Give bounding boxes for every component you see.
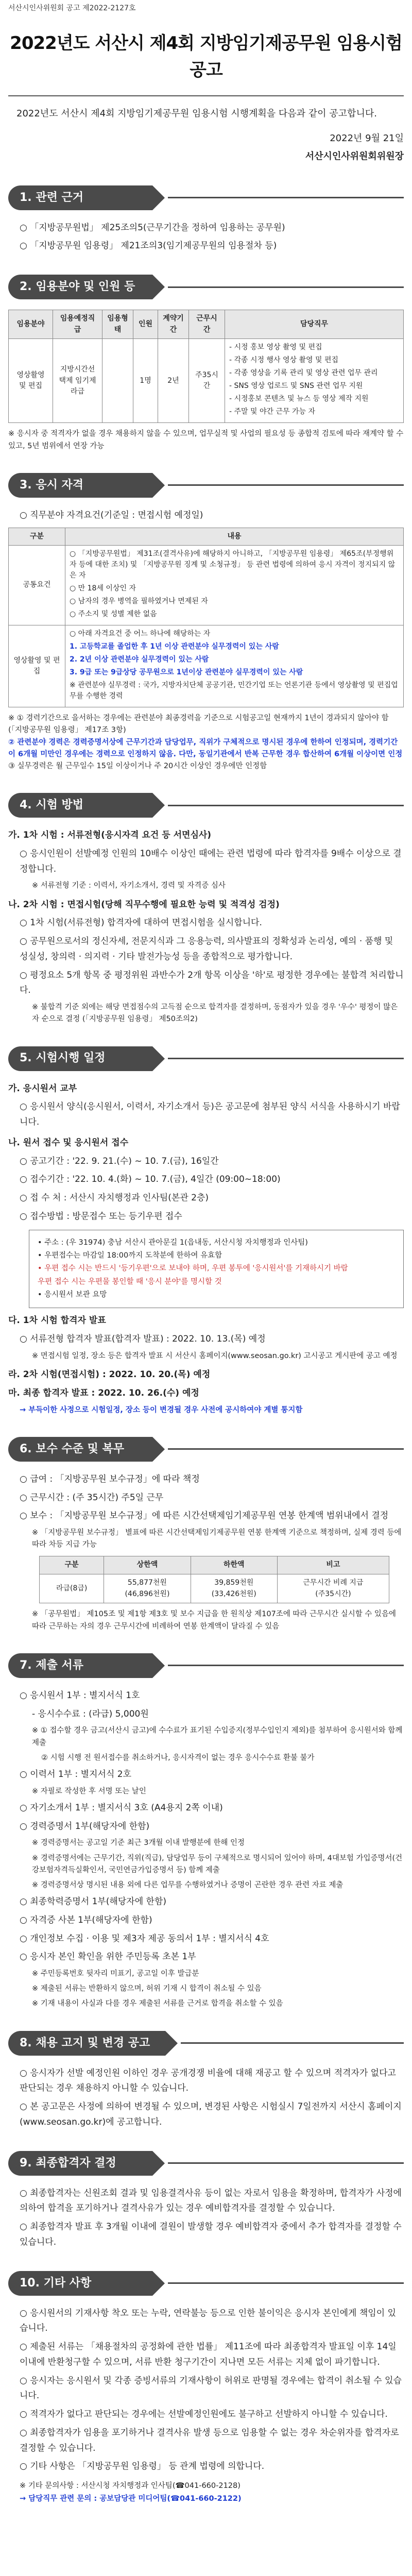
section-change-notice [8, 2031, 404, 2130]
eligibility-note: ※ ① 경력기간으로 을서하는 경우에는 관련분야 최종경력을 기준으로 시험공고일 현재까지 1년이 경과되지 않아야 함 (「지방공무원 임용령」 제17조 3항) [8, 714, 389, 735]
table-header: 근무시간 [189, 310, 225, 339]
doc-note: ※ 자필로 작성한 후 서명 또는 날인 [32, 1787, 146, 1795]
doc-note: ※ 경력증명서에는 근무기간, 직위(직급), 담당업무 등이 구체적으로 명시되어 있어야 하며, 4대보험 가입증명서(건강보험자격득실확인서, 국민연금가입증명서 등) 함께 제출 [32, 1854, 403, 1874]
duty-item: - 주말 및 야간 근무 가능 자 [229, 408, 315, 416]
schedule-line: ○ 공고기간 : '22. 9. 21.(수) ~ 10. 7.(금), 16일간 [20, 1156, 219, 1166]
section-rule [181, 2042, 404, 2044]
misc-line: ○ 최종합격자가 임용을 포기하거나 결격사유 발생 등으로 임용할 수 없는 경우 차순위자를 합격자로 결정할 수 있습니다. [20, 2427, 399, 2453]
requirement-item: 3. 9급 또는 9급상당 공무원으로 1년이상 관련분야 실무경력이 있는 사람 [70, 668, 303, 677]
table-header-row [9, 310, 404, 339]
schedule-warning: → 부득이한 사정으로 시험일정, 장소 등이 변경될 경우 사전에 공시하여야 계별 통지함 [20, 1405, 303, 1414]
table-header: 임용형태 [102, 310, 133, 339]
cell-rank: 라급(8급) [40, 1574, 104, 1603]
section-final-pass [8, 2151, 404, 2250]
section-title: 1. 관련 근거 [8, 185, 152, 210]
section-positions [8, 275, 404, 452]
cell-hours: 주35시간 [189, 339, 225, 423]
change-line: ○ 본 공고문은 사정에 의하여 변경될 수 있으며, 변경된 사항은 시험실시 7일전까지 서산시 홈페이지(www.seosan.go.kr)에 공고합니다. [20, 2102, 402, 2127]
exam-line: ○ 공무원으로서의 정신자세, 전문지식과 그 응용능력, 의사발표의 정확성과 논리성, 예의 · 품행 및 성실성, 창의력 · 의지력 · 기타 발전가능성 등을 종합적으로 평가합니다. [20, 936, 393, 962]
duty-item: - 각종 시정 행사 영상 촬영 및 편집 [229, 356, 339, 365]
contact-line: → 담당직무 관련 문의 : 공보담당관 미디어팀(☎041-660-2122) [20, 2494, 242, 2503]
contact-line: ※ 기타 문의사항 : 서산시청 자치행정과 인사팀(☎041-660-2128) [20, 2482, 241, 2490]
cell-remark: 근무시간 비례 지급 (주35시간) [277, 1574, 389, 1603]
pay-line: ○ 근무시간 : (주 35시간) 주5일 근무 [20, 1492, 164, 1503]
eligibility-note: ③ 실무경력은 월 근무일수 15일 이상이거나 주 20시간 이상인 경우에만 인정함 [8, 762, 267, 770]
section-rule [168, 484, 404, 486]
table-header: 인원 [133, 310, 158, 339]
doc-note: ② 시험 시행 전 원서접수를 취소하거나, 응시자격이 없는 경우 응시수수료 환불 불가 [41, 1753, 315, 1762]
requirement-item: 2. 2년 이상 관련분야 실무경력이 있는 사람 [70, 655, 209, 664]
section-title: 4. 시험 방법 [8, 793, 152, 818]
pay-note: ※ 「지방공무원 보수규정」 별표에 따른 시간선택제임기제공무원 연봉 한계액 기준으로 책정하며, 실제 경력 등에 따라 차등 지급 가능 [32, 1529, 402, 1549]
section-title: 8. 채용 고지 및 변경 공고 [8, 2031, 165, 2056]
section-header [8, 1653, 404, 1678]
cell-lower: 39,859천원 (33,426천원) [191, 1574, 277, 1603]
requirement-item: ○ 남자의 경우 병역을 필하였거나 면제된 자 [70, 597, 208, 606]
section-rule [168, 2162, 404, 2164]
section-legal-basis [8, 185, 404, 255]
duty-item: - 각종 영상을 기록 관리 및 영상 관련 업무 관리 [229, 369, 378, 378]
section-header [8, 2031, 404, 2056]
table-header: 비고 [277, 1556, 389, 1574]
exam-line: ○ 평정요소 5개 항목 중 평정위원 과반수가 2개 항목 이상을 '하'로 평정한 경우에는 불합격 처리합니다. [20, 970, 404, 996]
schedule-line: ○ 서류전형 합격자 발표(합격자 발표) : 2022. 10. 13.(목) 예정 [20, 1334, 266, 1345]
misc-line: ○ 응시원서의 기재사항 착오 또는 누락, 연락불능 등으로 인한 불이익은 응시자 본인에게 책임이 있습니다. [20, 2308, 396, 2334]
schedule-line: ○ 응시원서 양식(응시원서, 이력서, 자기소개서 등)은 공고문에 첨부된 양식 서식을 사용하시기 바랍니다. [20, 1101, 400, 1127]
final-line: ○ 최종합격자 발표 후 3개월 이내에 결원이 발생할 경우 예비합격자 중에서 추가 합격자를 결정할 수 있습니다. [20, 2222, 402, 2247]
cell-count: 1명 [133, 339, 158, 423]
section-title: 2. 임용분야 및 인원 등 [8, 275, 152, 299]
mail-info-line: • 주소 : (우 31974) 충남 서산시 관아문길 1(읍내동, 서산시청 자치행정과 인사팀) [38, 1238, 308, 1247]
section-pay [8, 1437, 404, 1633]
table-header: 계약기간 [158, 310, 189, 339]
exam-line: ○ 1차 시험(서류전형) 합격자에 대하여 면접시험을 실시합니다. [20, 918, 262, 928]
pay-note: ※ 「공무원법」 제105조 및 제1항 제3호 및 보수 지급을 한 원칙상 제107조에 따라 근무시간 실시할 수 있음에 따라 근무하는 자의 경우 근무시간에 비례하여 연봉 한계액이 달라질 수 있음 [32, 1610, 396, 1631]
doc-note: ※ 기재 내용이 사실과 다를 경우 제출된 서류를 근거로 합격을 취소할 수 있음 [32, 1999, 283, 2008]
doc-line: ○ 최종학력증명서 1부(해당자에 한함) [20, 1896, 167, 1907]
cell-rank: 지방시간선택제 임기제 라급 [53, 339, 102, 423]
doc-note: ※ 제출된 서류는 반환하지 않으며, 허위 기재 시 합격이 취소될 수 있음 [32, 1985, 262, 1993]
section-header [8, 793, 404, 818]
duty-item: - 시정 홍보 영상 촬영 및 편집 [229, 343, 322, 352]
exam-line: ○ 응시인원이 선발예정 인원의 10배수 이상인 때에는 관련 법령에 따라 합격자를 9배수 이상으로 결정합니다. [20, 848, 402, 874]
cell-period: 2년 [158, 339, 189, 423]
section-rule [168, 286, 404, 288]
section-rule [168, 805, 404, 806]
schedule-line: ○ 접수방법 : 방문접수 또는 등기우편 접수 [20, 1211, 182, 1222]
doc-note: ※ 경력증명서상 명시된 내용 외에 다른 업무를 수행하였거나 증명이 곤란한 경우 관련 자료 제출 [32, 1880, 344, 1889]
pay-line: ○ 급여 : 「지방공무원 보수규정」에 따라 책정 [20, 1473, 200, 1484]
cell-items [65, 625, 404, 707]
mail-info-box [29, 1230, 404, 1309]
schedule-heading: 나. 원서 접수 및 응시원서 접수 [8, 1137, 129, 1148]
doc-note: ※ 주민등록번호 뒷자리 미표기, 공고일 이후 발급분 [32, 1970, 199, 1978]
misc-line: ○ 응시자는 응시원서 및 각종 증빙서류의 기재사항이 허위로 판명될 경우에는 합격이 취소될 수 있습니다. [20, 2375, 402, 2401]
eligibility-table [8, 528, 404, 708]
section-title: 3. 응시 자격 [8, 473, 152, 498]
doc-line: ○ 응시자 본인 확인을 위한 주민등록 초본 1부 [20, 1952, 196, 1962]
exam-note: ※ 불합격 기준 외에는 해당 면접점수의 고득점 순으로 합격자를 결정하며, 동점자가 있을 경우 '우수' 평정이 많은 자 순으로 결정 (「지방공무원 임용령」 제50조의2) [32, 1003, 398, 1024]
mail-info-line: • 응시원서 보관 요망 [38, 1291, 107, 1299]
table-header-row [40, 1556, 389, 1574]
requirement-item: ○ 「지방공무원법」 제31조(결격사유)에 해당하지 아니하고, 「지방공무원 임용령」 제65조(부정행위자 등에 대한 조치) 및 「지방공무원 징계 및 소청규정」 등 관련 법령에 의하여 응시 자격이 정지되지 않은 자 [70, 550, 396, 580]
positions-note: ※ 응시자 중 적격자가 없을 경우 채용하지 않을 수 있으며, 업무실적 및 사업의 필요성 등 종합적 검토에 따라 재계약 할 수 있고, 5년 범위에서 연장 가능 [8, 430, 404, 450]
doc-note: ※ ① 접수할 경우 금고(서산시 금고)에 수수료가 표기된 수입증지(정부수입인지 제외)를 첨부하여 응시원서와 함께 제출 [32, 1726, 403, 1747]
table-header: 임용분야 [9, 310, 53, 339]
doc-line: ○ 개인정보 수집 · 이용 및 제3자 제공 동의서 1부 : 별지서식 4호 [20, 1933, 269, 1944]
pay-line: ○ 보수 : 「지방공무원 보수규정」에 따른 시간선택제임기제공무원 연봉 한계액 범위내에서 결정 [20, 1511, 389, 1521]
doc-line: ○ 경력증명서 1부(해당자에 한함) [20, 1821, 150, 1832]
section-header [8, 473, 404, 498]
legal-basis-line: ○ 「지방공무원 임용령」 제21조의3(임기제공무원의 임용절차 등) [20, 241, 277, 251]
eligibility-head: ○ 직무분야 자격요건(기준일 : 면접시험 예정일) [20, 510, 203, 520]
section-title: 6. 보수 수준 및 복무 [8, 1437, 152, 1462]
notice-org: 서산시인사위원회위원장 [305, 151, 404, 162]
table-header: 내용 [65, 528, 404, 546]
doc-line: ○ 자격증 사본 1부(해당자에 한함) [20, 1914, 152, 1925]
cell-type [102, 339, 133, 423]
section-header [8, 275, 404, 299]
eligibility-note: ② 관련분야 경력은 경력증명서상에 근무기간과 담당업무, 직위가 구체적으로 명시된 경우에 한하여 인정되며, 경력기간이 6개월 미만인 경우에는 경력으로 인정하지 않음. 다만, 동일기관에서 반복 근무한 경우 합산하여 6개월 이상이면 인정 [8, 738, 403, 758]
schedule-heading: 가. 응시원서 교부 [8, 1083, 77, 1094]
requirement-item: ○ 만 18세 이상인 자 [70, 584, 136, 593]
table-row [9, 625, 404, 707]
notice-number: 서산시인사위원회 공고 제2022-2127호 [8, 4, 136, 12]
requirement-item: 1. 고등학교를 졸업한 후 1년 이상 관련분야 실무경력이 있는 사람 [70, 642, 279, 651]
cell-upper: 55,877천원 (46,896천원) [104, 1574, 191, 1603]
schedule-line: ○ 접수기간 : '22. 10. 4.(화) ~ 10. 7.(금), 4일간 (09:00~18:00) [20, 1174, 281, 1185]
cell-duties [225, 339, 404, 423]
section-title: 5. 시험시행 일정 [8, 1046, 152, 1071]
section-rule [168, 2282, 404, 2284]
table-row [40, 1574, 389, 1603]
doc-note: ※ 경력증명서는 공고일 기준 최근 3개월 이내 발행분에 한해 인정 [32, 1839, 245, 1848]
section-header [8, 1437, 404, 1462]
mail-info-line: • 우편접수는 마감일 18:00까지 도착분에 한하여 유효함 [38, 1251, 222, 1260]
duty-item: - 시정홍보 콘텐츠 및 뉴스 등 영상 제작 지원 [229, 395, 369, 403]
cell-label: 공통요건 [9, 546, 65, 625]
section-header [8, 185, 404, 210]
mail-info-red: 우편 접수 시는 우편물 봉인할 때 '응시 분야'를 명시할 것 [38, 1277, 222, 1286]
misc-line: ○ 제출된 서류는 「채용절차의 공정화에 관한 법률」 제11조에 따라 최종합격자 발표일 이후 14일 이내에 반환청구할 수 있으며, 서류 반환 청구기간이 지나면 모든 서류는 지체 없이 파기합니다. [20, 2342, 397, 2367]
section-rule [168, 1448, 404, 1450]
pay-table [39, 1556, 389, 1603]
schedule-line: ○ 접 수 처 : 서산시 자치행정과 인사팀(본관 2층) [20, 1193, 209, 1203]
schedule-heading: 다. 1차 시험 합격자 발표 [8, 1315, 106, 1326]
table-header: 구분 [9, 528, 65, 546]
table-header: 하한액 [191, 1556, 277, 1574]
section-title: 9. 최종합격자 결정 [8, 2151, 152, 2176]
requirement-item: ○ 아래 자격요건 중 어느 하나에 해당하는 자 [70, 630, 211, 638]
table-header: 상한액 [104, 1556, 191, 1574]
cell-field: 영상활영 및 편집 [9, 339, 53, 423]
section-misc [8, 2271, 404, 2505]
table-header-row [9, 528, 404, 546]
table-header: 담당직무 [225, 310, 404, 339]
table-header: 임용예정직급 [53, 310, 102, 339]
intro-text: 2022년도 서산시 제4회 지방임기제공무원 임용시험 시행계획을 다음과 같이 공고합니다. [16, 108, 377, 120]
table-row [9, 546, 404, 625]
misc-line: ○ 기타 사항은 「지방공무원 임용령」 등 관계 법령에 의합니다. [20, 2461, 265, 2472]
doc-line: - 응시수수료 : (라급) 5,000원 [32, 1708, 149, 1719]
doc-line: ○ 응시원서 1부 : 별지서식 1호 [20, 1690, 140, 1701]
cell-label: 영상활영 및 편집 [9, 625, 65, 707]
doc-line: ○ 이력서 1부 : 별지서식 2호 [20, 1769, 132, 1780]
exam-stage-1: 가. 1차 시험 : 서류전형(응시자격 요건 등 서면심사) [8, 830, 212, 841]
notice-date: 2022년 9월 21일 [330, 132, 404, 144]
doc-line: ○ 자기소개서 1부 : 별지서식 3호 (A4용지 2쪽 이내) [20, 1802, 223, 1813]
section-eligibility [8, 473, 404, 772]
change-line: ○ 응시자가 선발 예정인원 이하인 경우 공개경쟁 비율에 대해 재공고 할 수 있으며 적격자가 없다고 판단되는 경우 채용하지 아니할 수 있습니다. [20, 2067, 396, 2094]
section-title: 10. 기타 사항 [8, 2271, 152, 2296]
section-header [8, 2151, 404, 2176]
schedule-heading: 라. 2차 시험(면접시험) : 2022. 10. 20.(목) 예정 [8, 1369, 211, 1380]
duty-item: - SNS 영상 업로드 및 SNS 관련 업무 지원 [229, 382, 363, 391]
section-schedule [8, 1046, 404, 1416]
mail-info-line: • 우편 접수 시는 반드시 '등기우편'으로 보내야 하며, 우편 봉투에 '응시원서'를 기재하시기 바람 [38, 1264, 348, 1273]
legal-basis-line: ○ 「지방공무원법」 제25조의5(근무기간을 정하여 임용하는 공무원) [20, 222, 285, 233]
document-title: 2022년도 서산시 제4회 지방임기제공무원 임용시험 공고 [8, 14, 404, 96]
schedule-note: ※ 면접시험 일정, 장소 등은 합격자 발표 시 서산시 홈페이지(www.seosan.go.kr) 고시공고 게시판에 공고 예정 [32, 1351, 398, 1360]
cell-items [65, 546, 404, 625]
section-rule [168, 1058, 404, 1059]
table-header: 구분 [40, 1556, 104, 1574]
exam-line: ※ 서류전형 기준 : 이력서, 자기소개서, 경력 및 자격증 심사 [32, 882, 226, 890]
exam-stage-2: 나. 2차 시험 : 면접시험(당해 직무수행에 필요한 능력 및 적격성 검정) [8, 899, 280, 910]
section-rule [168, 197, 404, 198]
section-header [8, 2271, 404, 2296]
section-exam-method [8, 793, 404, 1025]
section-rule [168, 1665, 404, 1666]
schedule-heading: 마. 최종 합격자 발표 : 2022. 10. 26.(수) 예정 [8, 1387, 199, 1398]
section-documents [8, 1653, 404, 2010]
section-header [8, 1046, 404, 1071]
requirement-item: ※ 관련분야 실무경력 : 국가, 지방자치단체 공공기관, 민간기업 또는 언론기관 등에서 영상촬영 및 편집업무를 수행한 경력 [70, 681, 398, 701]
section-title: 7. 제출 서류 [8, 1653, 152, 1678]
positions-table [8, 310, 404, 423]
requirement-item: ○ 주소지 및 성별 제한 없음 [70, 610, 157, 619]
intro-block [8, 104, 404, 165]
table-row [9, 339, 404, 423]
final-line: ○ 최종합격자는 신원조회 결과 및 임용결격사유 등이 없는 자로서 임용을 확정하며, 합격자가 사정에 의하여 합격을 포기하거나 결격사유가 있는 경우 예비합격자를 결정할 수 있습니다. [20, 2188, 402, 2214]
misc-line: ○ 적격자가 없다고 판단되는 경우에는 선발예정인원에도 불구하고 선발하지 아니할 수 있습니다. [20, 2409, 388, 2420]
